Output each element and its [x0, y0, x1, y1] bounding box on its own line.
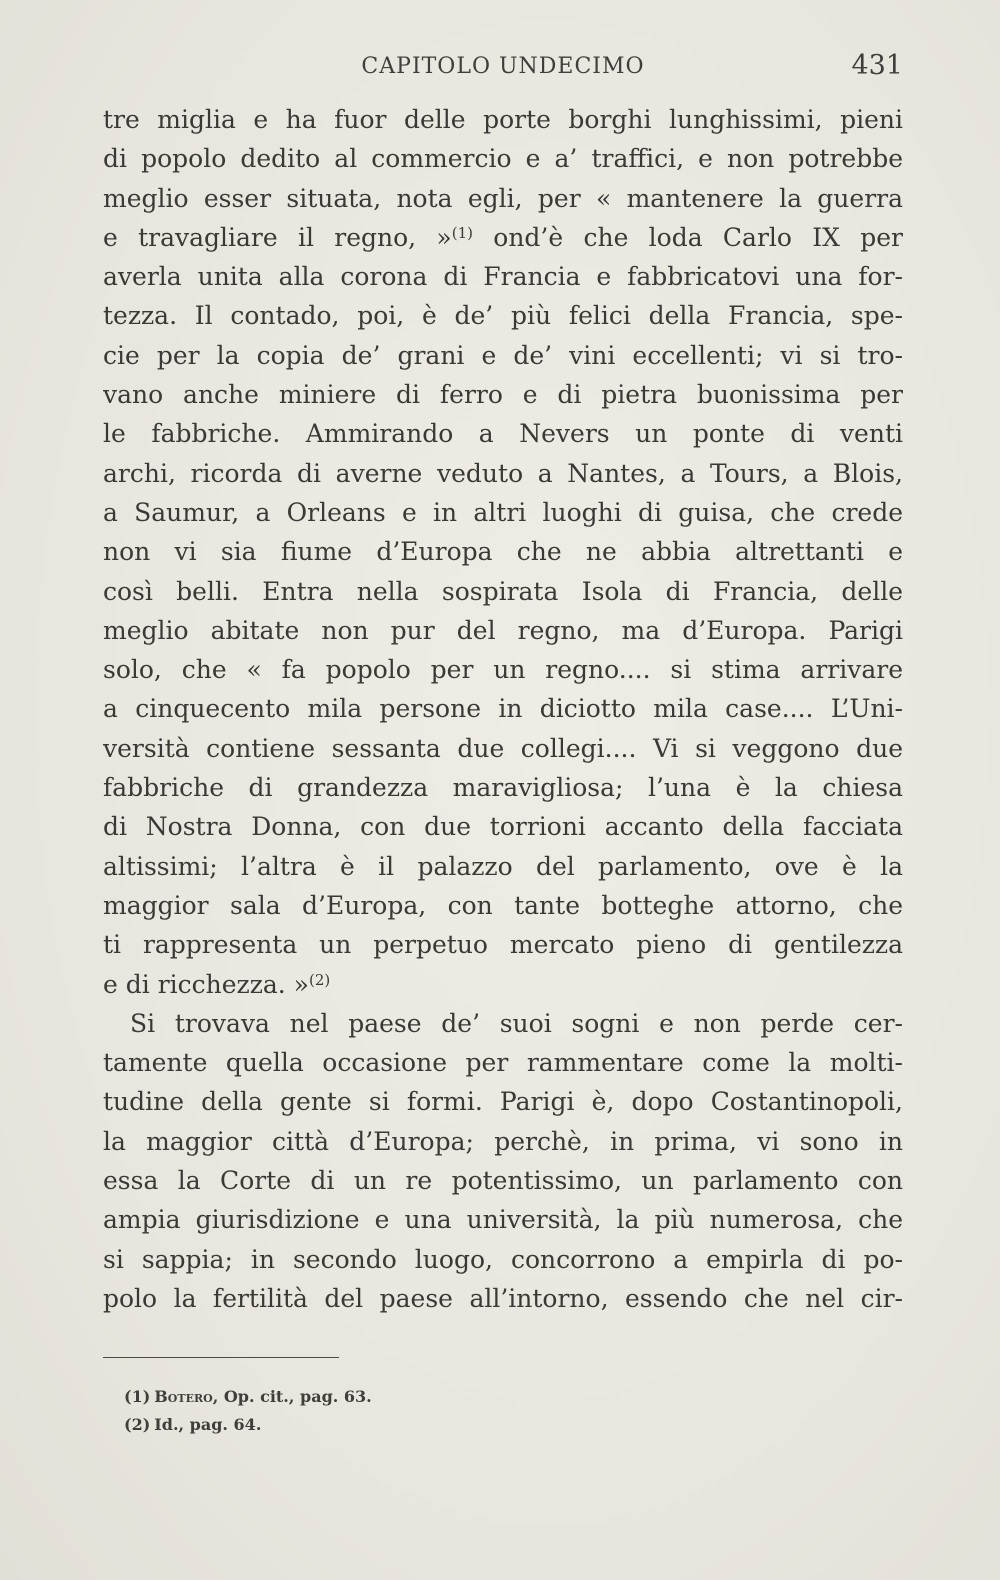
text-line-with-footnote-ref	[103, 218, 903, 257]
text-line: averla unita alla corona di Francia e fabbricatovi una for-	[103, 262, 903, 292]
text-line: solo, che « fa popolo per un regno.... si stima arrivare	[103, 655, 903, 685]
text-line-with-footnote-ref	[103, 965, 903, 1004]
text-line: meglio abitate non pur del regno, ma d’Europa. Parigi	[103, 615, 903, 645]
text-line: la maggior città d’Europa; perchè, in prima, vi sono in	[103, 1126, 903, 1156]
running-title: CAPITOLO UNDECIMO	[361, 54, 645, 79]
text-fragment: ond’è che loda Carlo IX per	[472, 222, 903, 252]
text-line: ampia giurisdizione e una università, la più numerosa, che	[103, 1205, 903, 1235]
text-line: ti rappresenta un perpetuo mercato pieno di gentilezza	[103, 930, 903, 960]
footnote-number: (1)	[124, 1387, 151, 1406]
text-line: polo la fertilità del paese all’intorno, essendo che nel cir-	[103, 1283, 903, 1313]
text-line: di popolo dedito al commercio e a’ traffici, e non potrebbe	[103, 144, 903, 174]
text-line: tamente quella occasione per rammentare come la molti-	[103, 1048, 903, 1078]
text-line: altissimi; l’altra è il palazzo del parlamento, ove è la	[103, 851, 903, 881]
text-line: cie per la copia de’ grani e de’ vini eccellenti; vi si tro-	[103, 340, 903, 370]
page-number: 431	[851, 50, 903, 81]
text-line: a cinquecento mila persone in diciotto mila case.... L’Uni-	[103, 694, 903, 724]
text-line: tre miglia e ha fuor delle porte borghi lunghissimi, pieni	[103, 105, 903, 134]
text-line: tezza. Il contado, poi, è de’ più felici della Francia, spe-	[103, 301, 903, 331]
text-line: maggior sala d’Europa, con tante botteghe attorno, che	[103, 890, 903, 920]
footnote-2	[124, 1411, 884, 1439]
text-line: fabbriche di grandezza maravigliosa; l’una è la chiesa	[103, 773, 903, 803]
text-line: si sappia; in secondo luogo, concorrono a empirla di po-	[103, 1244, 903, 1274]
footnote-ref-1: (1)	[451, 223, 473, 242]
text-line: così belli. Entra nella sospirata Isola di Francia, delle	[103, 576, 903, 606]
footnote-number: (2)	[124, 1415, 151, 1434]
text-line: non vi sia fiume d’Europa che ne abbia altrettanti e	[103, 537, 903, 567]
text-fragment: e di ricchezza. »	[103, 969, 309, 999]
text-line: essa la Corte di un re potentissimo, un parlamento con	[103, 1166, 903, 1196]
text-line: di Nostra Donna, con due torrioni accanto della facciata	[103, 812, 903, 842]
footnote-text: , Op. cit., pag. 63.	[212, 1387, 372, 1406]
text-line: tudine della gente si formi. Parigi è, dopo Costantinopoli,	[103, 1087, 903, 1117]
footnote-author: Botero	[154, 1387, 213, 1406]
text-line: le fabbriche. Ammirando a Nevers un ponte di venti	[103, 419, 903, 449]
body-text	[103, 100, 903, 1318]
footnote-text: Id., pag. 64.	[154, 1415, 262, 1434]
text-fragment: e travagliare il regno, »	[103, 222, 452, 252]
text-line: versità contiene sessanta due collegi.... Vi si veggono due	[103, 733, 903, 763]
running-head	[103, 50, 903, 82]
text-line: meglio esser situata, nota egli, per « mantenere la guerra	[103, 183, 903, 213]
text-line: a Saumur, a Orleans e in altri luoghi di guisa, che crede	[103, 497, 903, 527]
footnote-1	[124, 1383, 884, 1411]
footnotes	[124, 1383, 884, 1439]
footnote-rule	[103, 1357, 339, 1358]
footnote-ref-2: (2)	[308, 970, 331, 989]
paragraph-first-line: Si trovava nel paese de’ suoi sogni e non perde cer-	[130, 1008, 903, 1038]
text-line: archi, ricorda di averne veduto a Nantes, a Tours, a Blois,	[103, 458, 903, 488]
text-line: vano anche miniere di ferro e di pietra buonissima per	[103, 380, 903, 410]
